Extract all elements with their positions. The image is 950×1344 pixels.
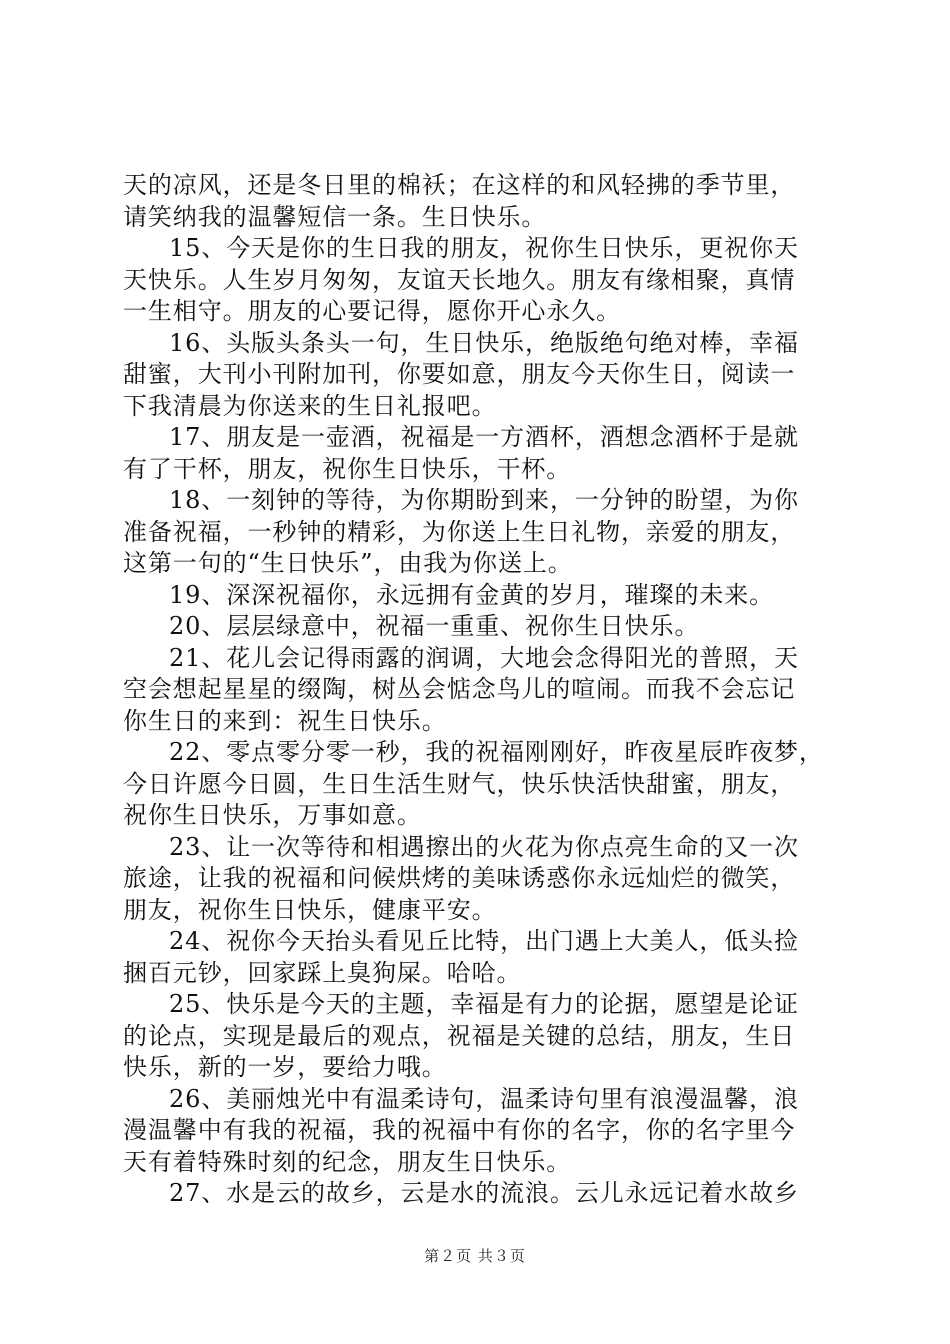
text-line: 16、头版头条头一句，生日快乐，绝版绝句绝对棒，幸福	[169, 328, 799, 357]
text-line: 天的凉风，还是冬日里的棉袄；在这样的和风轻拂的季节里，	[123, 171, 796, 199]
text-line: 26、美丽烛光中有温柔诗句，温柔诗句里有浪漫温馨，浪	[169, 1084, 799, 1113]
text-line: 漫温馨中有我的祝福，我的祝福中有你的名字，你的名字里今	[123, 1116, 796, 1144]
text-line: 的论点，实现是最后的观点，祝福是关键的总结，朋友，生日	[123, 1021, 796, 1050]
text-line: 25、快乐是今天的主题，幸福是有力的论据，愿望是论证	[169, 990, 799, 1018]
text-line: 下我清晨为你送来的生日礼报吧。	[123, 391, 497, 420]
text-line: 天有着特殊时刻的纪念，朋友生日快乐。	[123, 1147, 572, 1176]
text-line: 今日许愿今日圆，生日生活生财气，快乐快活快甜蜜，朋友，	[123, 769, 796, 798]
text-line: 旅途，让我的祝福和问候烘烤的美味诱惑你永远灿烂的微笑，	[123, 864, 796, 892]
text-line: 27、水是云的故乡，云是水的流浪。云儿永远记着水故乡	[169, 1179, 799, 1207]
text-line: 一生相守。朋友的心要记得，愿你开心永久。	[123, 297, 621, 325]
text-line: 空会想起星星的缀陶，树丛会惦念鸟儿的喧闹。而我不会忘记	[123, 675, 796, 703]
text-line: 17、朋友是一壶酒，祝福是一方酒杯，酒想念酒杯于是就	[169, 423, 799, 451]
text-line: 准备祝福，一秒钟的精彩，为你送上生日礼物，亲爱的朋友，	[123, 517, 796, 546]
text-line: 朋友，祝你生日快乐，健康平安。	[123, 895, 497, 924]
text-line: 有了干杯，朋友，祝你生日快乐，干杯。	[123, 454, 572, 483]
text-line: 19、深深祝福你，永远拥有金黄的岁月，璀璨的未来。	[169, 580, 775, 609]
text-line: 15、今天是你的生日我的朋友，祝你生日快乐，更祝你天	[169, 234, 799, 262]
text-line: 24、祝你今天抬头看见丘比特，出门遇上大美人，低头捡	[169, 927, 799, 955]
text-line: 捆百元钞，回家踩上臭狗屎。哈哈。	[123, 958, 522, 987]
text-line: 请笑纳我的温馨短信一条。生日快乐。	[123, 202, 547, 231]
text-line: 祝你生日快乐，万事如意。	[123, 801, 422, 829]
text-line: 20、层层绿意中，祝福一重重、祝你生日快乐。	[169, 612, 700, 640]
text-line: 天快乐。人生岁月匆匆，友谊天长地久。朋友有缘相聚，真情	[123, 265, 796, 294]
page-number-footer: 第２页 共３页	[424, 1247, 526, 1265]
text-line: 你生日的来到：祝生日快乐。	[123, 706, 447, 735]
text-line: 22、零点零分零一秒，我的祝福刚刚好，昨夜星辰昨夜梦，	[169, 738, 824, 766]
text-line: 23、让一次等待和相遇擦出的火花为你点亮生命的又一次	[169, 832, 799, 861]
text-line: 21、花儿会记得雨露的润调，大地会念得阳光的普照，天	[169, 643, 799, 672]
text-line: 甜蜜，大刊小刊附加刊，你要如意，朋友今天你生日，阅读一	[123, 360, 796, 388]
text-line: 18、一刻钟的等待，为你期盼到来，一分钟的盼望，为你	[169, 486, 799, 514]
document-body	[123, 170, 835, 1210]
text-line: 快乐，新的一岁，要给力哦。	[123, 1053, 447, 1081]
text-line: 这第一句的“生日快乐”，由我为你送上。	[123, 549, 573, 577]
